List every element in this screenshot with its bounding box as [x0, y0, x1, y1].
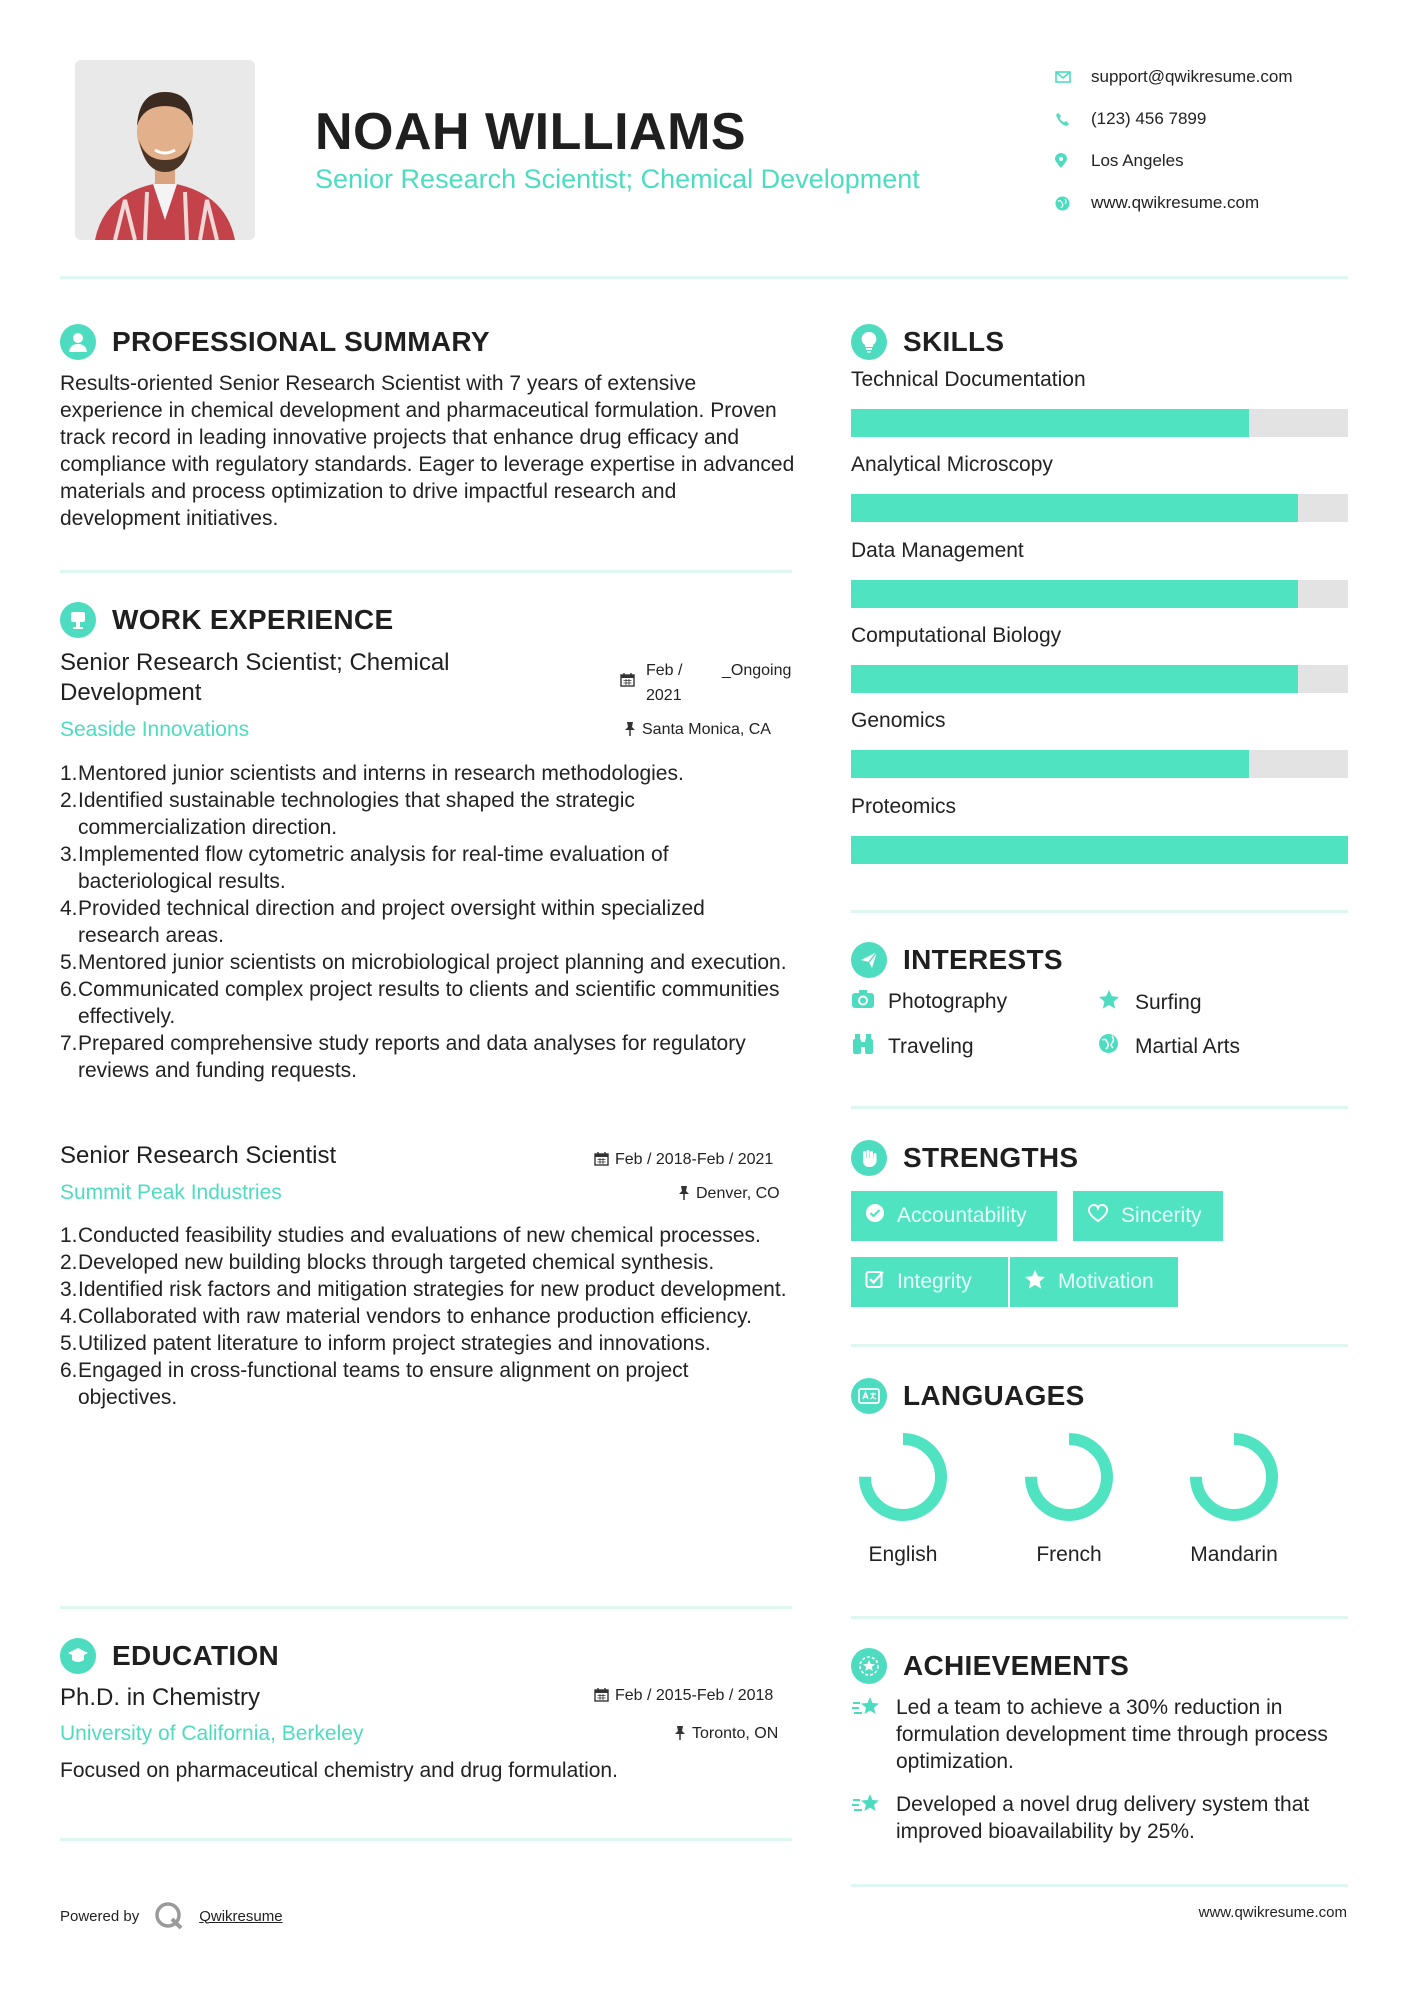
- language-level-arc: [865, 1439, 941, 1515]
- contact-location-text: Los Angeles: [1091, 151, 1184, 170]
- footer-brand-link[interactable]: Qwikresume: [199, 1907, 283, 1925]
- phone-icon: [1055, 112, 1091, 127]
- interest-photography: [851, 989, 1007, 1015]
- education-description: Focused on pharmaceutical chemistry and drug formulation.: [60, 1759, 618, 1782]
- skill-bar-fill: [851, 409, 1249, 437]
- skills-heading: [851, 324, 1004, 360]
- fist-icon: [851, 1140, 887, 1176]
- skill-bar-track: [851, 750, 1348, 778]
- graduation-cap-icon: [60, 1638, 96, 1674]
- contact-phone-text: (123) 456 7899: [1091, 109, 1207, 128]
- pushpin-icon: [624, 721, 636, 739]
- language-level-arc: [1031, 1439, 1107, 1515]
- calendar-icon: [594, 1687, 609, 1705]
- duty-number: 6.: [60, 1359, 78, 1382]
- work-heading: [60, 602, 393, 638]
- job-2-location-text: Denver, CO: [696, 1185, 780, 1202]
- skill-bar-fill: [851, 750, 1249, 778]
- duty-number: 1.: [60, 1224, 78, 1247]
- strength-integrity: [851, 1257, 1008, 1307]
- interests-title: INTERESTS: [903, 944, 1063, 975]
- interest-martial-arts: [1098, 1033, 1240, 1060]
- language-name: French: [1036, 1543, 1102, 1566]
- duty-item: [60, 1330, 790, 1357]
- duty-number: 6.: [60, 978, 78, 1001]
- pushpin-icon: [674, 1725, 686, 1743]
- job-1-duties: [60, 760, 790, 1084]
- job-1-company: Seaside Innovations: [60, 718, 250, 741]
- duty-text: Developed new building blocks through targeted chemical synthesis.: [78, 1251, 715, 1274]
- interests-divider: [851, 1106, 1348, 1109]
- profile-photo: [75, 60, 255, 240]
- star-icon: [1024, 1269, 1046, 1296]
- skill-bar-fill: [851, 665, 1298, 693]
- pushpin-icon: [678, 1185, 690, 1203]
- interest-photography-label: Photography: [888, 990, 1008, 1013]
- job-1-title: Senior Research Scientist; Chemical Development: [60, 649, 450, 706]
- language-name: English: [868, 1543, 938, 1566]
- duty-item: [60, 841, 790, 895]
- skill-bar-track: [851, 836, 1348, 864]
- duty-text: Mentored junior scientists and interns in research methodologies.: [78, 762, 684, 785]
- skill-bar-track: [851, 494, 1348, 522]
- candidate-name: NOAH WILLIAMS: [315, 103, 747, 161]
- globe-icon: [1098, 1033, 1135, 1060]
- job-1-calendar: [620, 672, 641, 690]
- duty-text: Mentored junior scientists on microbiological project planning and execution.: [78, 951, 787, 974]
- map-pin-icon: [1055, 153, 1091, 169]
- achievements-divider: [851, 1884, 1348, 1887]
- duty-number: 4.: [60, 897, 78, 920]
- interest-surfing-label: Surfing: [1135, 990, 1202, 1014]
- duty-item: [60, 1357, 790, 1411]
- language-level-ring: [858, 1432, 948, 1522]
- interests-heading: [851, 942, 1063, 978]
- lightbulb-icon: [851, 324, 887, 360]
- skill-name: Data Management: [851, 539, 1024, 562]
- strength-motivation-label: Motivation: [1058, 1270, 1154, 1293]
- duty-item: [60, 895, 790, 949]
- skills-divider: [851, 910, 1348, 913]
- calendar-icon: [594, 1151, 609, 1169]
- job-1-date-end: _Ongoing: [722, 662, 792, 679]
- check-circle-icon: [865, 1203, 885, 1229]
- candidate-subtitle: Senior Research Scientist; Chemical Development: [315, 164, 920, 194]
- achievement-text: Developed a novel drug delivery system that improved bioavailability by 25%.: [896, 1793, 1310, 1843]
- duty-text: Engaged in cross-functional teams to ensure alignment on project objectives.: [78, 1359, 689, 1409]
- interest-martial-arts-label: Martial Arts: [1135, 1034, 1241, 1058]
- education-title: EDUCATION: [112, 1640, 280, 1671]
- binoculars-icon: [851, 1033, 888, 1061]
- contact-location: [1055, 140, 1375, 182]
- skill-bar-fill: [851, 836, 1348, 864]
- achievement-text: Led a team to achieve a 30% reduction in formulation development time through process optimization.: [896, 1696, 1328, 1773]
- duty-number: 5.: [60, 1332, 78, 1355]
- summary-text: Results-oriented Senior Research Scientist with 7 years of extensive experience in chemical development and pharmaceutical formulation. Proven track record in leading innovative projects that enhance drug efficacy and compliance with regulatory standards. Eager to leverage expertise in advanced materials and process optimization to drive impactful research and development initiatives.: [60, 372, 795, 530]
- shooting-star-icon: [851, 1791, 896, 1845]
- contact-email-text: support@qwikresume.com: [1091, 67, 1293, 86]
- duty-number: 3.: [60, 843, 78, 866]
- skill-bar-fill: [851, 580, 1298, 608]
- duty-item: [60, 949, 790, 976]
- footer-powered-by: [60, 1900, 283, 1932]
- header-divider: [60, 276, 1348, 279]
- contact-website-text: www.qwikresume.com: [1091, 193, 1260, 212]
- strengths-divider: [851, 1344, 1348, 1347]
- shooting-star-icon: [851, 1694, 896, 1775]
- duty-item: [60, 1249, 790, 1276]
- education-dates-text: Feb / 2015-Feb / 2018: [615, 1687, 774, 1704]
- duty-item: [60, 1030, 790, 1084]
- summary-divider: [60, 570, 792, 573]
- heart-icon: [1087, 1203, 1109, 1229]
- skill-bar-track: [851, 580, 1348, 608]
- duty-text: Collaborated with raw material vendors to enhance production efficiency.: [78, 1305, 752, 1328]
- camera-icon: [851, 989, 888, 1015]
- achievements-heading: [851, 1648, 1129, 1684]
- language-level-ring: [1024, 1432, 1114, 1522]
- duty-text: Utilized patent literature to inform project strategies and innovations.: [78, 1332, 711, 1355]
- duty-item: [60, 1276, 790, 1303]
- skill-name: Technical Documentation: [851, 368, 1086, 391]
- duty-text: Identified sustainable technologies that shaped the strategic commercialization direction.: [78, 789, 635, 839]
- achievement-item: [851, 1694, 1351, 1775]
- job-1-location: [624, 721, 771, 739]
- duty-number: 4.: [60, 1305, 78, 1328]
- strength-sincerity: [1073, 1191, 1223, 1241]
- education-location-text: Toronto, ON: [692, 1725, 779, 1742]
- footer-powered-label: Powered by: [60, 1907, 140, 1925]
- education-degree: Ph.D. in Chemistry: [60, 1684, 261, 1711]
- skill-bar-fill: [851, 494, 1298, 522]
- job-1-location-text: Santa Monica, CA: [642, 721, 771, 738]
- education-location: [674, 1725, 778, 1743]
- job-2-dates: [594, 1151, 773, 1169]
- skill-name: Proteomics: [851, 795, 957, 818]
- job-2-dates-text: Feb / 2018-Feb / 2021: [615, 1151, 774, 1168]
- strength-motivation: [1010, 1257, 1178, 1307]
- job-1-date-start: Feb / 2021: [646, 662, 683, 704]
- language-level-ring: [1189, 1432, 1279, 1522]
- duty-text: Implemented flow cytometric analysis for real-time evaluation of bacteriological results.: [78, 843, 669, 893]
- globe-icon: [1055, 196, 1091, 211]
- duty-item: [60, 976, 790, 1030]
- email-icon: [1055, 71, 1091, 83]
- checkbox-icon: [865, 1269, 885, 1295]
- duty-number: 1.: [60, 762, 78, 785]
- contact-email[interactable]: [1055, 56, 1375, 98]
- duty-text: Identified risk factors and mitigation strategies for new product development.: [78, 1278, 787, 1301]
- education-school: University of California, Berkeley: [60, 1722, 364, 1745]
- languages-divider: [851, 1616, 1348, 1619]
- education-dates: [594, 1687, 773, 1705]
- duty-number: 5.: [60, 951, 78, 974]
- duty-number: 3.: [60, 1278, 78, 1301]
- contact-block: [1055, 56, 1375, 224]
- education-heading: [60, 1638, 279, 1674]
- strength-accountability: [851, 1191, 1057, 1241]
- skill-name: Computational Biology: [851, 624, 1062, 647]
- contact-website[interactable]: [1055, 182, 1375, 224]
- paper-plane-icon: [851, 942, 887, 978]
- skill-name: Analytical Microscopy: [851, 453, 1053, 476]
- work-title: WORK EXPERIENCE: [112, 604, 394, 635]
- qwikresume-logo-icon: [153, 1900, 185, 1932]
- strengths-title: STRENGTHS: [903, 1142, 1079, 1173]
- languages-title: LANGUAGES: [903, 1380, 1085, 1411]
- work-divider: [60, 1606, 792, 1609]
- user-icon: [60, 324, 96, 360]
- achievement-item: [851, 1791, 1351, 1845]
- footer-website-link[interactable]: www.qwikresume.com: [1198, 1904, 1347, 1921]
- duty-text: Conducted feasibility studies and evaluations of new chemical processes.: [78, 1224, 761, 1247]
- skill-bar-track: [851, 665, 1348, 693]
- languages-heading: [851, 1378, 1085, 1414]
- summary-title: PROFESSIONAL SUMMARY: [112, 326, 490, 357]
- job-2-duties: [60, 1222, 790, 1411]
- job-2-title: Senior Research Scientist: [60, 1142, 337, 1169]
- summary-heading: [60, 324, 490, 360]
- duty-number: 2.: [60, 789, 78, 812]
- interest-traveling: [851, 1033, 974, 1061]
- duty-text: Communicated complex project results to clients and scientific communities effectively.: [78, 978, 780, 1028]
- star-icon: [1098, 989, 1135, 1016]
- duty-text: Prepared comprehensive study reports and data analyses for regulatory reviews and funding requests.: [78, 1032, 746, 1082]
- skills-title: SKILLS: [903, 326, 1005, 357]
- duty-item: [60, 760, 790, 787]
- job-2-company: Summit Peak Industries: [60, 1181, 282, 1204]
- duty-number: 7.: [60, 1032, 78, 1055]
- duty-text: Provided technical direction and project oversight within specialized research areas.: [78, 897, 705, 947]
- briefcase-icon: [60, 602, 96, 638]
- strength-integrity-label: Integrity: [897, 1270, 972, 1293]
- strength-sincerity-label: Sincerity: [1121, 1204, 1202, 1227]
- interest-surfing: [1098, 989, 1202, 1016]
- interest-traveling-label: Traveling: [888, 1035, 974, 1058]
- strengths-heading: [851, 1140, 1078, 1176]
- job-2-location: [678, 1185, 780, 1203]
- duty-number: 2.: [60, 1251, 78, 1274]
- contact-phone[interactable]: [1055, 98, 1375, 140]
- language-level-arc: [1196, 1439, 1272, 1515]
- duty-item: [60, 1222, 790, 1249]
- calendar-icon: [620, 672, 635, 690]
- language-icon: [851, 1378, 887, 1414]
- duty-item: [60, 787, 790, 841]
- skill-bar-track: [851, 409, 1348, 437]
- badge-star-icon: [851, 1648, 887, 1684]
- duty-item: [60, 1303, 790, 1330]
- strength-accountability-label: Accountability: [897, 1204, 1027, 1227]
- skill-name: Genomics: [851, 709, 946, 732]
- achievements-title: ACHIEVEMENTS: [903, 1650, 1130, 1681]
- language-name: Mandarin: [1190, 1543, 1278, 1566]
- education-divider: [60, 1838, 792, 1841]
